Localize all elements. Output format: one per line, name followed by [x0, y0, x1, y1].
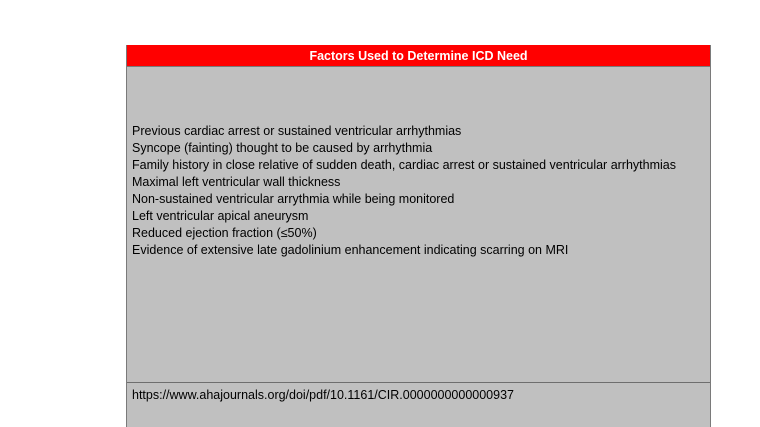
source-cell [127, 383, 710, 427]
factor-list [132, 123, 676, 259]
factor-item: Maximal left ventricular wall thickness [132, 175, 341, 189]
factor-item: Family history in close relative of sudden death, cardiac arrest or sustained ventricular arrhythmias [132, 158, 676, 172]
icd-factors-table [126, 45, 711, 427]
factor-item: Reduced ejection fraction (≤50%) [132, 226, 317, 240]
factor-item: Evidence of extensive late gadolinium enhancement indicating scarring on MRI [132, 243, 569, 257]
factor-item: Left ventricular apical aneurysm [132, 209, 309, 223]
factor-item: Previous cardiac arrest or sustained ventricular arrhythmias [132, 124, 462, 138]
source-url: https://www.ahajournals.org/doi/pdf/10.1161/CIR.0000000000000937 [132, 388, 514, 402]
factors-cell [127, 67, 710, 383]
factor-item: Syncope (fainting) thought to be caused by arrhythmia [132, 141, 433, 155]
table-title: Factors Used to Determine ICD Need [127, 45, 710, 67]
factor-item: Non-sustained ventricular arrythmia while being monitored [132, 192, 455, 206]
